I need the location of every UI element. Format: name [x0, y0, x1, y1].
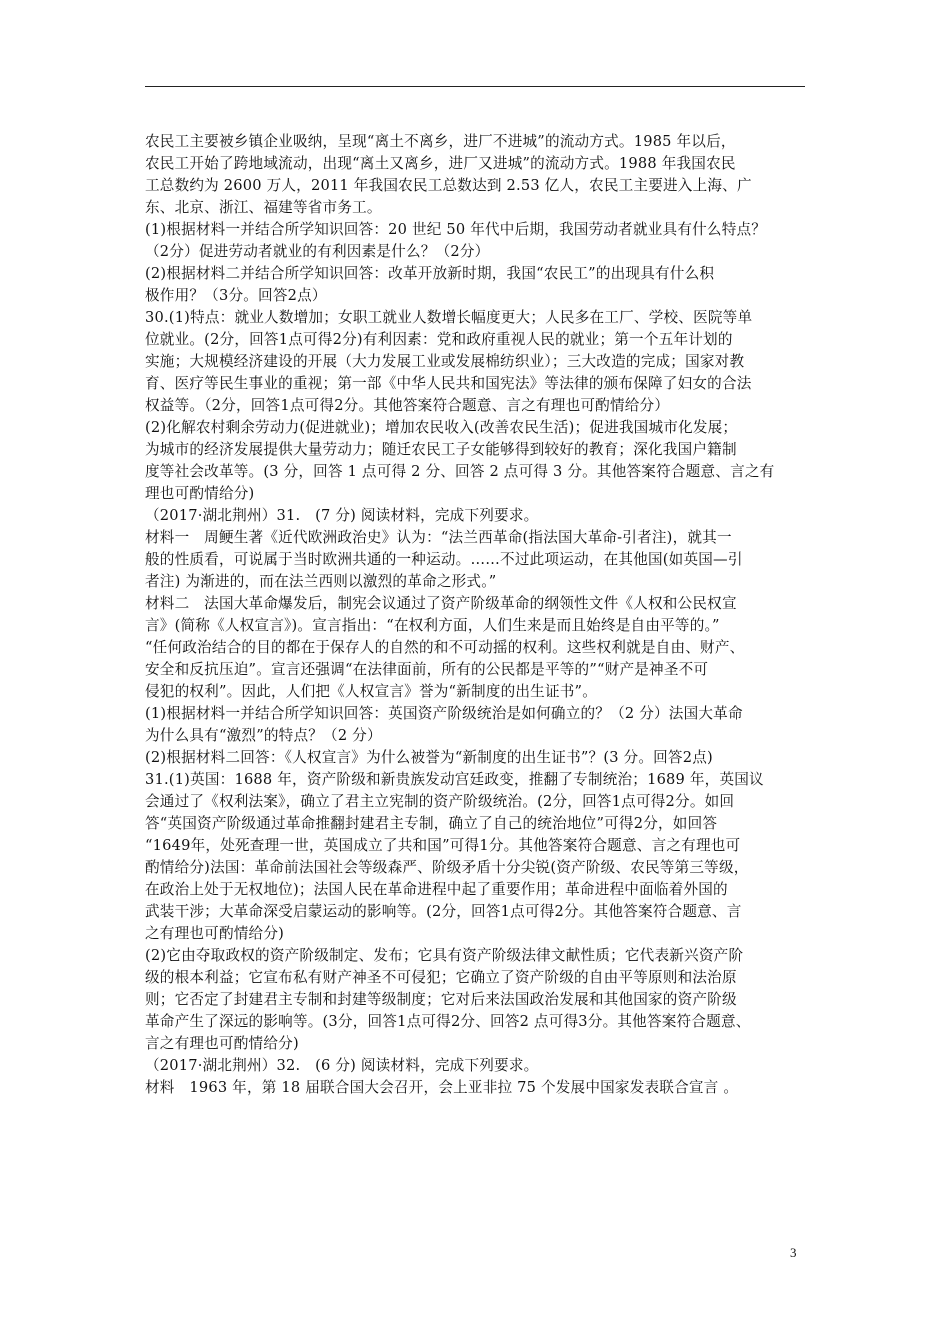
answer-line: 位就业。(2分，回答1点可得2分)有利因素：党和政府重视人民的就业；第一个五年计划的 [145, 331, 733, 348]
answer-line: 则；它否定了封建君主专制和封建等级制度；它对后来法国政治发展和其他国家的资产阶级 [145, 991, 737, 1008]
answer-line: 度等社会改革等。(3 分，回答 1 点可得 2 分、回答 2 点可得 3 分。其他答案符合题意、言之有 [145, 463, 775, 480]
answer-line: 会通过了《权利法案》，确立了君主立宪制的资产阶级统治。(2分，回答1点可得2分。如回 [145, 793, 735, 810]
document-body [145, 131, 813, 1099]
material-line: 安全和反抗压迫”。宣言还强调“在法律面前，所有的公民都是平等的”“财产是神圣不可 [145, 661, 709, 678]
text-line: 东、北京、浙江、福建等省市务工。 [145, 199, 382, 216]
material-line: 言》(简称《人权宣言》)。宣言指出：“在权利方面，人们生来是而且始终是自由平等的。” [145, 617, 720, 634]
answer-line: 酌情给分)法国：革命前法国社会等级森严、阶级矛盾十分尖锐(资产阶级、农民等第三等级， [145, 859, 749, 876]
answer-line: 育、医疗等民生事业的重视；第一部《中华人民共和国宪法》等法律的颁布保障了妇女的合法 [145, 375, 752, 392]
answer-line: (2)化解农村剩余劳动力(促进就业)；增加农民收入(改善农民生活)；促进我国城市化发展； [145, 419, 738, 436]
answer-line: “1649年，处死查理一世，英国成立了共和国”可得1分。其他答案符合题意、言之有理也可 [145, 837, 741, 854]
material-line: 材料二 法国大革命爆发后，制宪会议通过了资产阶级革命的纲领性文件《人权和公民权宣 [145, 595, 737, 612]
answer-line: 30.(1)特点：就业人数增加；女职工就业人数增长幅度更大；人民多在工厂、学校、医院等单 [145, 309, 753, 326]
answer-line: 之有理也可酌情给分) [145, 925, 285, 942]
text-line: 农民工开始了跨地域流动，出现“离土又离乡，进厂又进城”的流动方式。1988 年我国农民 [145, 155, 736, 172]
question-heading: 材料 1963 年，第 18 届联合国大会召开，会上亚非拉 75 个发展中国家发表联合宣言 。 [145, 1079, 739, 1096]
question-line: （2分）促进劳动者就业的有利因素是什么？（2分） [145, 243, 490, 260]
question-line: 为什么具有“激烈”的特点？（2 分） [145, 727, 382, 744]
answer-line: 31.(1)英国：1688 年，资产阶级和新贵族发动宫廷政变，推翻了专制统治；1689 年，英国议 [145, 771, 764, 788]
header-rule [145, 86, 805, 87]
question-line: (1)根据材料一并结合所学知识回答：英国资产阶级统治是如何确立的？（2 分）法国大革命 [145, 705, 743, 722]
material-line: 材料一 周鲠生著《近代欧洲政治史》认为：“法兰西革命(指法国大革命-引者注)，就其一 [145, 529, 732, 546]
material-line: “任何政治结合的目的都在于保存人的自然的和不可动摇的权利。这些权利就是自由、财产、 [145, 639, 745, 656]
material-line: 者注) 为渐进的，而在法兰西则以激烈的革命之形式。” [145, 573, 497, 590]
material-line: 般的性质看，可说属于当时欧洲共通的一种运动。……不过此项运动，在其他国(如英国—引 [145, 551, 743, 568]
text-line: 工总数约为 2600 万人，2011 年我国农民工总数达到 2.53 亿人，农民工主要进入上海、广 [145, 177, 752, 194]
question-line: (2)根据材料二并结合所学知识回答：改革开放新时期，我国“农民工”的出现具有什么积 [145, 265, 715, 282]
answer-line: 答“英国资产阶级通过革命推翻封建君主专制，确立了自己的统治地位”可得2分，如回答 [145, 815, 718, 832]
answer-line: 言之有理也可酌情给分) [145, 1035, 299, 1052]
answer-line: 武装干涉；大革命深受启蒙运动的影响等。(2分，回答1点可得2分。其他答案符合题意、言 [145, 903, 742, 920]
answer-line: 在政治上处于无权地位)；法国人民在革命进程中起了重要作用；革命进程中面临着外国的 [145, 881, 728, 898]
answer-line: 革命产生了深远的影响等。(3分，回答1点可得2分、回答2 点可得3分。其他答案符合题意、 [145, 1013, 751, 1030]
answer-line: （2017·湖北荆州）32. (6 分) 阅读材料，完成下列要求。 [145, 1057, 539, 1074]
question-line: (2)根据材料二回答：《人权宣言》为什么被誉为“新制度的出生证书”？(3 分。回答2点) [145, 749, 713, 766]
answer-line: 级的根本利益；它宣布私有财产神圣不可侵犯；它确立了资产阶级的自由平等原则和法治原 [145, 969, 737, 986]
answer-line: 权益等。（2分，回答1点可得2分。其他答案符合题意、言之有理也可酌情给分） [145, 397, 670, 414]
answer-line: 理也可酌情给分) [145, 485, 255, 502]
question-line: 极作用？（3分。回答2点） [145, 287, 327, 304]
material-line: 侵犯的权利”。因此，人们把《人权宣言》誉为“新制度的出生证书”。 [145, 683, 598, 700]
answer-line: 实施；大规模经济建设的开展（大力发展工业或发展棉纺织业）；三大改造的完成；国家对教 [145, 353, 745, 370]
text-line: 农民工主要被乡镇企业吸纳，呈现“离土不离乡，进厂不进城”的流动方式。1985 年以后， [145, 133, 736, 150]
question-line: (1)根据材料一并结合所学知识回答：20 世纪 50 年代中后期，我国劳动者就业具有什么特点？ [145, 221, 767, 238]
question-heading: （2017·湖北荆州）31. (7 分) 阅读材料，完成下列要求。 [145, 507, 539, 524]
page-number: 3 [790, 1245, 797, 1260]
answer-line: 为城市的经济发展提供大量劳动力；随迁农民工子女能够得到较好的教育；深化我国户籍制 [145, 441, 737, 458]
answer-line: (2)它由夺取政权的资产阶级制定、发布；它具有资产阶级法律文献性质；它代表新兴资产阶 [145, 947, 744, 964]
